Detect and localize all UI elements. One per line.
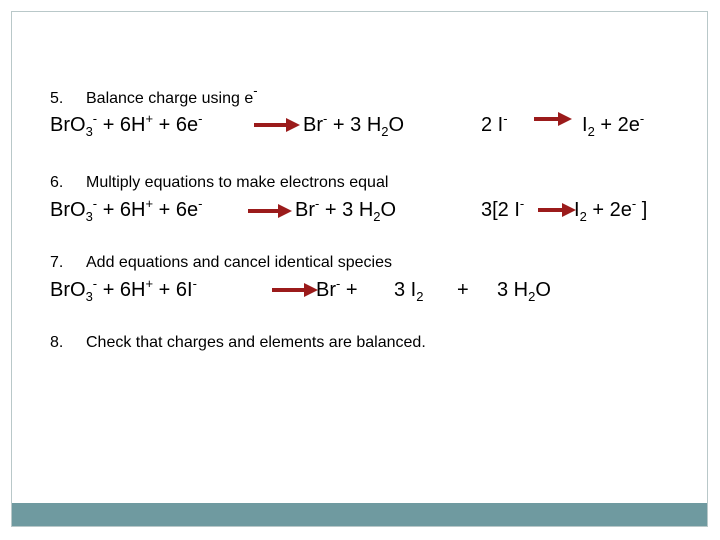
eq-sub: 3 — [85, 124, 93, 139]
eq6-reduction-left — [50, 196, 203, 224]
step-text — [86, 83, 258, 108]
eq-sup: - — [519, 196, 525, 211]
eq-text: I — [582, 114, 588, 136]
step-number: 7. — [50, 254, 64, 271]
eq-text: + — [340, 279, 358, 301]
eq6-oxidation-left — [481, 196, 525, 221]
reaction-arrow-icon — [248, 204, 292, 218]
step-number: 5. — [50, 90, 64, 107]
eq-text: O — [70, 114, 86, 136]
eq7-plus: + — [457, 279, 469, 301]
eq-sup: - — [336, 276, 341, 291]
step-text-main: Balance charge using e — [86, 90, 254, 107]
eq7-left — [50, 276, 197, 304]
eq-sup: - — [315, 196, 320, 211]
eq7-water — [497, 279, 551, 304]
eq-sub: 2 — [381, 124, 389, 139]
step-text: Add equations and cancel identical species — [86, 254, 392, 271]
reaction-arrow-icon — [254, 118, 300, 132]
eq-text: + 6e — [153, 199, 199, 221]
eq-text: 3 H — [497, 279, 529, 301]
eq7-right — [316, 276, 358, 301]
eq-sup: - — [503, 111, 508, 126]
eq-text: Br — [50, 114, 70, 136]
reaction-arrow-icon — [534, 112, 572, 126]
eq5-oxidation-left — [481, 111, 508, 136]
eq-sub: 2 — [373, 209, 381, 224]
eq-sup: - — [92, 276, 98, 291]
eq-sup: - — [639, 111, 645, 126]
eq-text: + 6H — [97, 279, 146, 301]
eq-sup: - — [631, 196, 637, 211]
eq-sub: 2 — [587, 124, 595, 139]
eq-sup: - — [92, 196, 98, 211]
step-number: 6. — [50, 174, 64, 191]
step-text: Check that charges and elements are balanced. — [86, 334, 426, 351]
reaction-arrow-icon — [272, 283, 318, 297]
eq-sup: + — [145, 111, 154, 126]
eq-text: Br — [295, 199, 315, 221]
eq-text: + 6H — [97, 199, 146, 221]
eq-sub: 3 — [85, 289, 93, 304]
eq-sup: - — [198, 196, 203, 211]
footer-bar — [12, 503, 707, 526]
eq-sup: + — [145, 196, 154, 211]
eq-text: Br — [303, 114, 323, 136]
eq5-reduction-right — [303, 111, 405, 139]
eq-text: + 2e — [586, 199, 632, 221]
reaction-arrow-icon — [538, 203, 576, 217]
eq-text: Br — [316, 279, 336, 301]
eq-sup: - — [92, 111, 98, 126]
eq5-reduction-left — [50, 111, 203, 139]
eq-sub: 3 — [85, 209, 93, 224]
eq-text: + 6e — [153, 114, 199, 136]
eq-text: + 3 H — [327, 114, 382, 136]
eq7-iodine — [394, 279, 424, 304]
eq6-oxidation-right — [574, 196, 648, 224]
eq-text: BrO — [50, 199, 86, 221]
eq-sup: - — [323, 111, 328, 126]
eq-text: O — [380, 199, 397, 221]
eq-text: O — [535, 279, 551, 301]
eq-text: I — [574, 199, 580, 221]
step-text-sup: - — [253, 83, 258, 98]
eq-text: + 3 H — [319, 199, 374, 221]
eq-sup: - — [198, 111, 203, 126]
eq-text: + 6H — [97, 114, 146, 136]
eq5-oxidation-right — [582, 111, 645, 139]
step-text: Multiply equations to make electrons equal — [86, 174, 389, 191]
eq-sub: 2 — [416, 289, 424, 304]
eq-text: 2 I — [481, 114, 504, 136]
eq-sub: 2 — [528, 289, 536, 304]
eq-text: ] — [636, 199, 648, 221]
eq-text: + 6I — [153, 279, 193, 301]
eq-sup: + — [145, 276, 154, 291]
eq-text: + 2e — [594, 114, 640, 136]
step-number: 8. — [50, 334, 64, 351]
eq-text: BrO — [50, 279, 86, 301]
eq-text: O — [388, 114, 405, 136]
eq-sup: - — [192, 276, 197, 291]
eq-sub: 2 — [579, 209, 587, 224]
eq6-reduction-right — [295, 196, 397, 224]
eq-text: 3 I — [394, 279, 417, 301]
eq-text: 3[2 I — [481, 199, 520, 221]
